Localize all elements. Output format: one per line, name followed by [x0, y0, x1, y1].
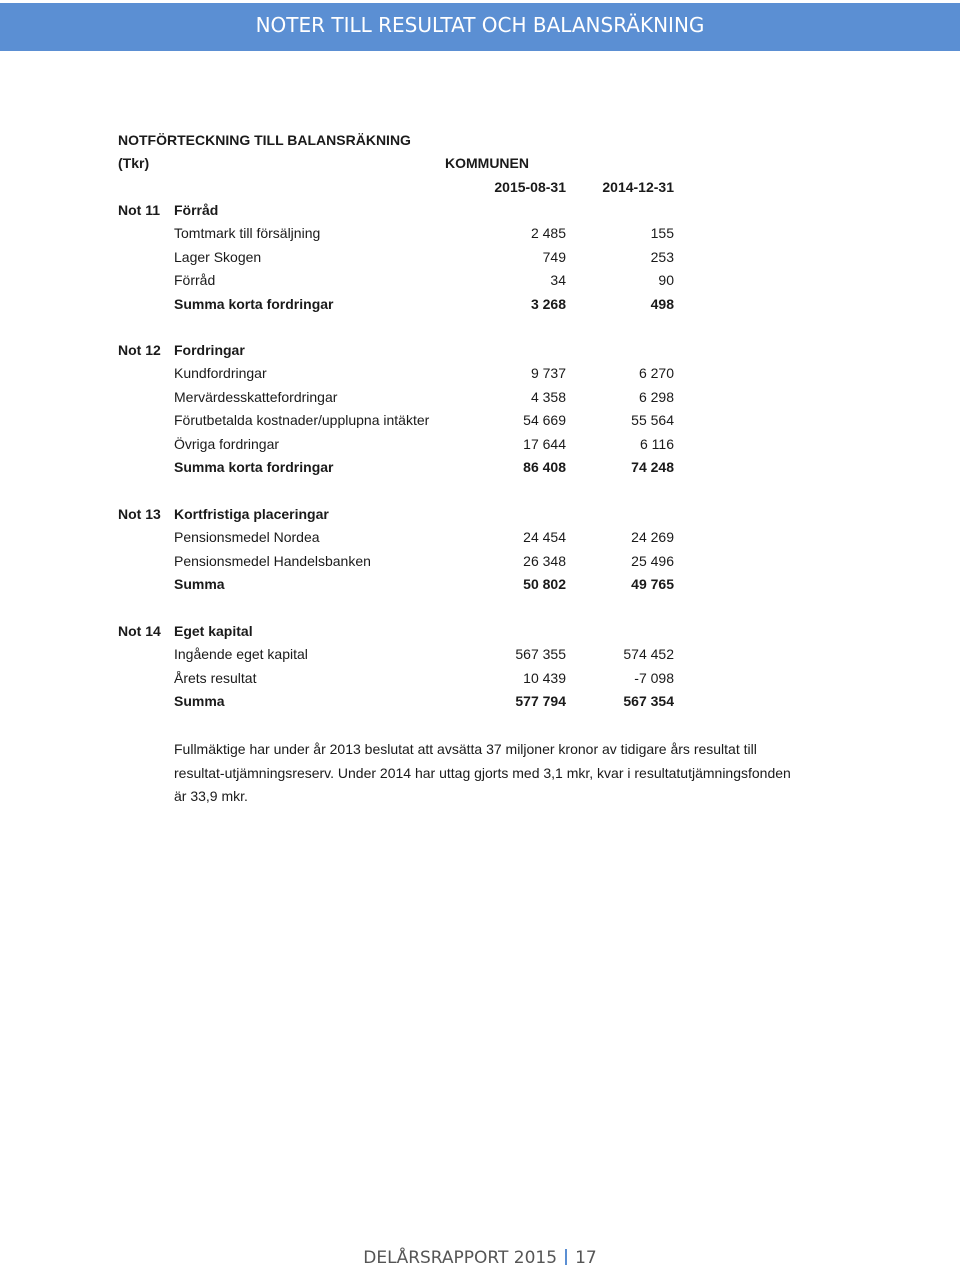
row-value-2015: 26 348: [523, 552, 566, 569]
footnote: Fullmäktige har under år 2013 beslutat att avsätta 37 miljoner kronor av tidigare års resultat till resultat-utjämningsreserv. Under 2014 har uttag gjorts med 3,1 mkr, kvar i resultatutjämningsfonden är 33,9 mkr.: [174, 741, 791, 804]
total-value-2014: 74 248: [631, 459, 674, 475]
note-heading: Förråd: [174, 202, 219, 218]
row-value-2015: 34: [550, 272, 566, 289]
unit-label: (Tkr): [118, 155, 150, 171]
row-label: Årets resultat: [174, 669, 257, 686]
row-label: Tomtmark till försäljning: [174, 225, 321, 242]
total-value-2014: 498: [650, 295, 674, 312]
row-label: Lager Skogen: [174, 248, 262, 265]
row-label: Övriga fordringar: [174, 435, 280, 452]
row-value-2015: 749: [542, 248, 566, 265]
row-value-2015: 10 439: [523, 669, 566, 686]
row-value-2015: 24 454: [523, 529, 566, 546]
row-value-2014: 155: [650, 225, 674, 242]
row-value-2014: -7 098: [634, 669, 674, 686]
row-value-2014: 6 116: [640, 435, 674, 452]
row-label: Förutbetalda kostnader/upplupna intäkter: [174, 412, 430, 429]
page-banner-title: NOTER TILL RESULTAT OCH BALANSRÄKNING: [255, 13, 705, 37]
row-value-2014: 25 496: [631, 552, 674, 569]
total-value-2015: 86 408: [523, 459, 566, 475]
total-label: Summa: [174, 576, 225, 593]
total-value-2014: 567 354: [623, 693, 674, 710]
row-value-2014: 253: [650, 248, 674, 265]
note-id: Not 14: [118, 623, 161, 639]
row-label: Mervärdesskattefordringar: [174, 388, 338, 405]
footer-separator: [565, 1249, 567, 1265]
column-header-2015: 2015-08-31: [494, 179, 566, 195]
row-value-2015: 4 358: [530, 388, 566, 405]
page-number: 17: [575, 1248, 597, 1268]
row-value-2014: 6 270: [638, 365, 674, 382]
note-id: Not 12: [118, 342, 161, 358]
row-value-2015: 54 669: [523, 412, 566, 429]
total-label: Summa korta fordringar: [174, 295, 334, 312]
note-heading: Fordringar: [174, 342, 245, 358]
row-value-2014: 574 452: [623, 646, 674, 663]
total-label: Summa korta fordringar: [174, 459, 334, 475]
group-label: KOMMUNEN: [445, 155, 529, 171]
note-heading: Eget kapital: [174, 623, 253, 639]
note-id: Not 13: [118, 506, 161, 522]
total-value-2015: 577 794: [515, 693, 566, 710]
note-heading: Kortfristiga placeringar: [174, 506, 329, 522]
row-value-2014: 24 269: [631, 529, 674, 546]
report-name: DELÅRSRAPPORT 2015: [363, 1248, 558, 1268]
row-value-2014: 55 564: [631, 412, 674, 429]
section-title: NOTFÖRTECKNING TILL BALANSRÄKNING: [118, 132, 411, 148]
row-label: Ingående eget kapital: [174, 646, 308, 663]
row-value-2015: 567 355: [515, 646, 566, 663]
row-label: Pensionsmedel Handelsbanken: [174, 552, 371, 569]
page-footer: [0, 1248, 960, 1268]
row-label: Pensionsmedel Nordea: [174, 529, 320, 546]
note-id: Not 11: [118, 202, 161, 218]
row-value-2015: 9 737: [530, 365, 566, 382]
row-value-2014: 90: [658, 272, 674, 289]
row-label: Förråd: [174, 272, 216, 289]
row-value-2015: 17 644: [523, 435, 566, 452]
column-header-2014: 2014-12-31: [602, 179, 674, 195]
row-value-2015: 2 485: [530, 225, 566, 242]
total-value-2014: 49 765: [631, 576, 674, 593]
row-value-2014: 6 298: [638, 388, 674, 405]
total-value-2015: 50 802: [523, 576, 566, 593]
total-label: Summa: [174, 693, 225, 710]
row-label: Kundfordringar: [174, 365, 267, 382]
total-value-2015: 3 268: [530, 295, 566, 312]
